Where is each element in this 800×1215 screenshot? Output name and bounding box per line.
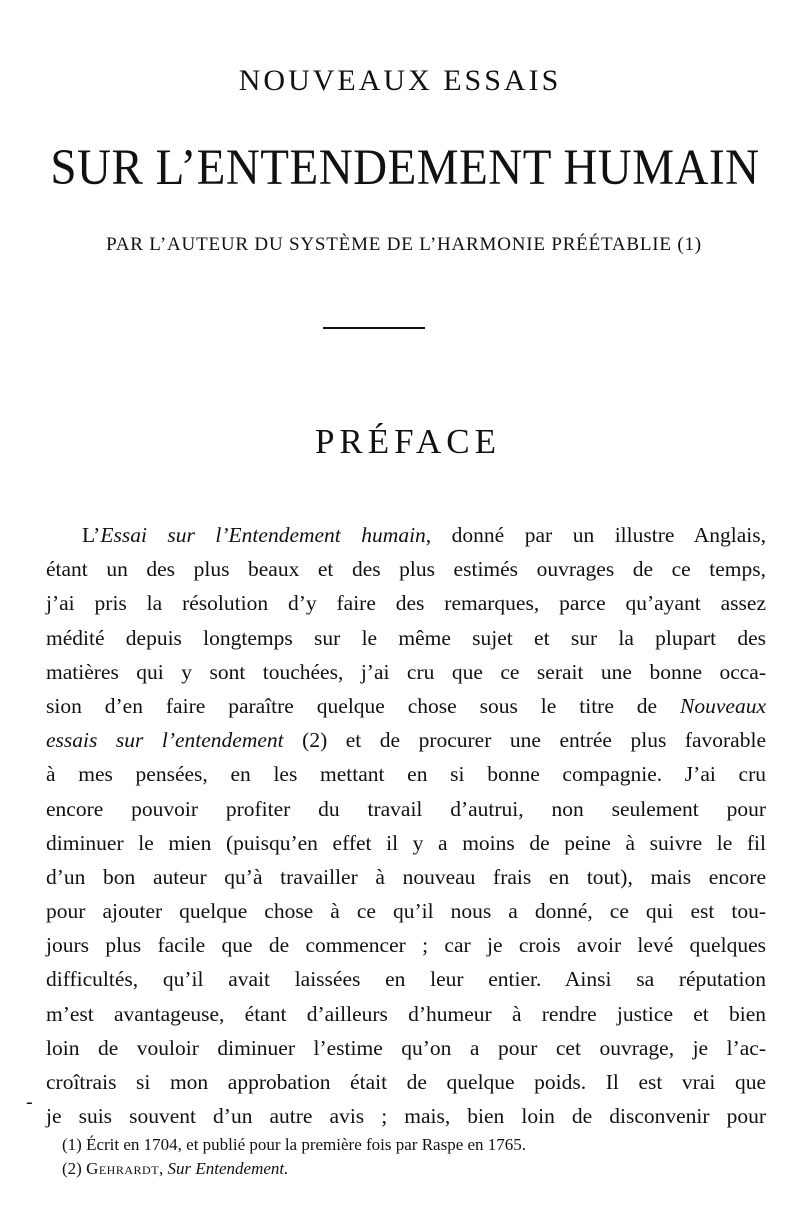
body-line: médité depuis longtemps sur le même sujet et sur la plupart des [46,625,766,650]
title-line-2: SUR L’ENTENDEMENT HUMAIN [50,139,760,197]
section-divider [323,327,425,329]
body-line: m’est avantageuse, étant d’ailleurs d’humeur à rendre justice et bien [46,1001,766,1026]
preface-heading: PRÉFACE [314,422,502,461]
footnote-author: Gehrardt [86,1159,160,1178]
body-text-span: sion d’en faire paraître quelque chose sous le titre de [46,693,681,718]
body-line: loin de vouloir diminuer l’estime qu’on a pour cet ouvrage, je l’ac- [46,1035,766,1060]
subtitle: PAR L’AUTEUR DU SYSTÈME DE L’HARMONIE PRÉÉTABLIE (1) [106,234,702,255]
title-line-1: NOUVEAUX ESSAIS [238,64,562,97]
body-line: d’un bon auteur qu’à travailler à nouveau frais en tout), mais encore [46,864,766,889]
body-italic-span: Nouveaux [680,693,766,718]
body-line: matières qui y sont touchées, j’ai cru que ce serait une bonne occa- [46,659,766,684]
footnotes [62,1133,742,1181]
body-text-span: L’ [82,523,101,547]
body-line: croîtrais si mon approbation était de quelque poids. Il est vrai que [46,1070,766,1094]
body-line: diminuer le mien (puisqu’en effet il y a moins de peine à suivre le fil [46,830,766,855]
body-line: je suis souvent d’un autre avis ; mais, bien loin de disconvenir pour [46,1104,766,1129]
body-line: encore pouvoir profiter du travail d’autrui, non seulement pour [46,796,766,821]
body-text-span: , donné par un illustre Anglais, [425,523,766,547]
body-line: à mes pensées, en les mettant en si bonne compagnie. J’ai cru [46,762,766,787]
footnote-2 [62,1157,742,1181]
body-line: pour ajouter quelque chose à ce qu’il nous a donné, ce qui est tou- [46,899,766,924]
body-text-span: (2) et de procurer une entrée plus favorable [283,728,766,753]
body-line [46,723,766,757]
body-line [46,518,766,552]
body-line: j’ai pris la résolution d’y faire des remarques, parce qu’ayant assez [46,591,766,616]
body-line [46,689,766,723]
margin-mark: - [26,1091,33,1113]
footnote-marker: (2) [62,1159,87,1178]
footnote-separator: , [159,1159,168,1178]
body-italic-span: essais sur l’entendement [46,728,284,753]
body-italic-span: Essai sur l’Entendement humain [100,523,426,547]
body-line: difficultés, qu’il avait laissées en leur entier. Ainsi sa réputation [46,967,766,992]
footnote-1: (1) Écrit en 1704, et publié pour la première fois par Raspe en 1765. [62,1135,527,1154]
body-line: jours plus facile que de commencer ; car je crois avoir levé quelques [46,933,766,958]
body-line: étant un des plus beaux et des plus estimés ouvrages de ce temps, [46,557,766,582]
preface-body [46,518,766,1133]
footnote-title: Sur Entendement. [167,1159,289,1178]
